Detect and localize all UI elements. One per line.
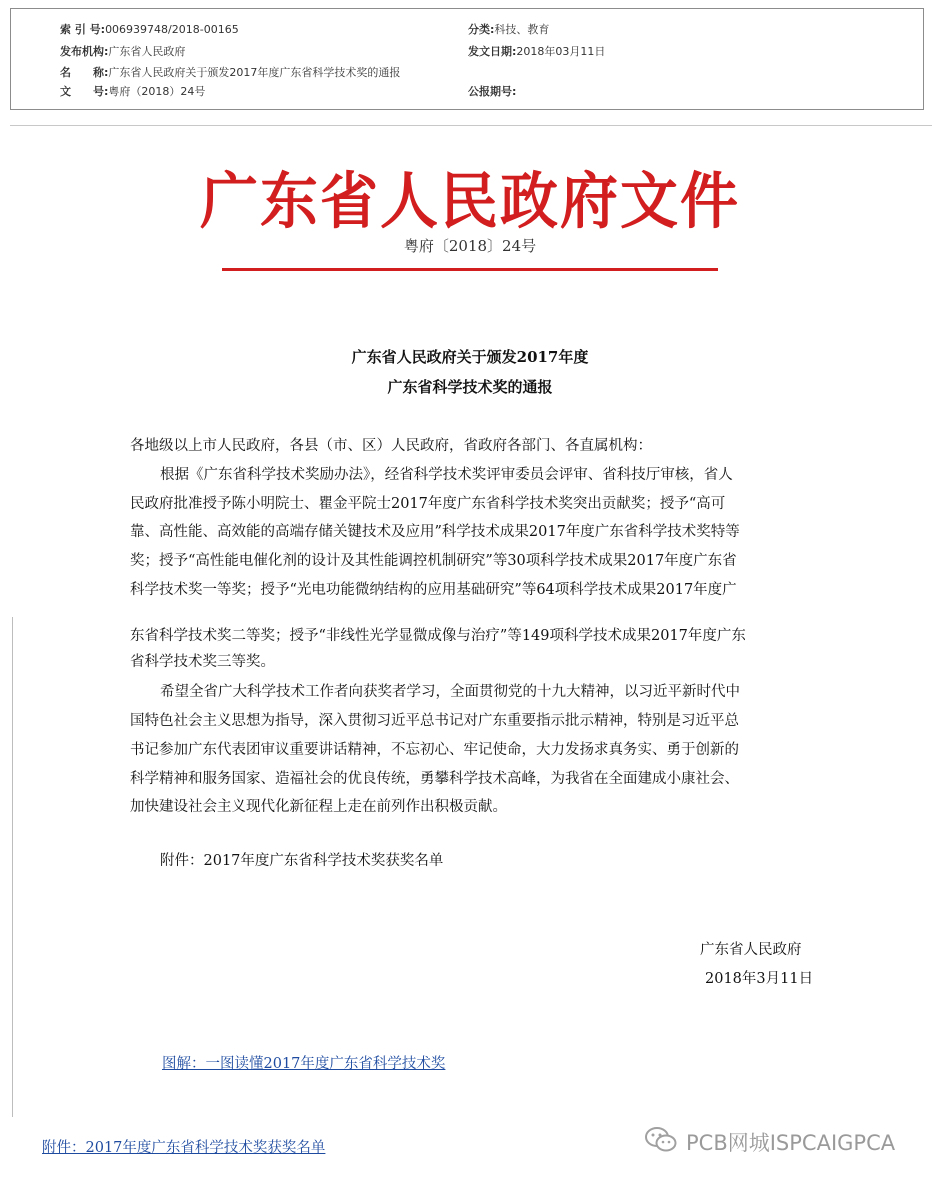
para1-line: 奖；授予“高性能电催化剂的设计及其性能调控机制研究”等30项科学技术成果2017年度广东省 (130, 553, 737, 569)
notice-title-line1: 广东省人民政府关于颁发2017年度 (351, 348, 589, 366)
meta-issuer-value: 广东省人民政府 (108, 45, 186, 58)
para1-line: 根据《广东省科学技术奖励办法》，经省科学技术奖评审委员会评审、省科技厅审核，省人 (160, 467, 733, 483)
meta-index-label: 索 引 号: (60, 23, 106, 36)
meta-docno-label: 文 号: (60, 85, 109, 98)
para2-line: 书记参加广东代表团审议重要讲话精神，不忘初心、牢记使命，大力发扬求真务实、勇于创新的 (130, 742, 739, 758)
para2-line: 科学精神和服务国家、造福社会的优良传统，勇攀科学技术高峰，为我省在全面建成小康社会、 (130, 771, 739, 787)
infographic-link[interactable]: 图解：一图读懂2017年度广东省科学技术奖 (162, 1056, 446, 1072)
meta-category-label: 分类: (468, 23, 495, 36)
meta-index (60, 23, 239, 37)
para2-line: 希望全省广大科学技术工作者向获奖者学习，全面贯彻党的十九大精神，以习近平新时代中 (160, 684, 740, 700)
meta-category (468, 23, 549, 37)
page-left-border (12, 617, 13, 1117)
meta-name-label: 名 称: (60, 66, 109, 79)
meta-category-value: 科技、教育 (494, 23, 550, 36)
document-number: 粤府〔2018〕24号 (403, 237, 537, 255)
meta-date (468, 45, 605, 59)
salutation: 各地级以上市人民政府，各县（市、区）人民政府，省政府各部门、各直属机构： (130, 438, 652, 454)
watermark-text: PCB网城ISPCAIGPCA (686, 1131, 896, 1155)
para1-line: 民政府批准授予陈小明院士、瞿金平院士2017年度广东省科学技术奖突出贡献奖；授予“高可 (130, 496, 726, 512)
meta-date-label: 发文日期: (468, 45, 517, 58)
meta-issuer (60, 45, 185, 59)
meta-gazette-label: 公报期号: (468, 85, 517, 98)
notice-title-line2: 广东省科学技术奖的通报 (387, 378, 553, 396)
para1-line: 靠、高性能、高效能的高端存储关键技术及应用”科学技术成果2017年度广东省科学技术奖特等 (130, 524, 740, 540)
meta-docno-value: 粤府（2018）24号 (108, 85, 206, 98)
meta-date-value: 2018年03月11日 (516, 45, 606, 58)
para1-line: 科学技术奖一等奖；授予“光电功能微纳结构的应用基础研究”等64项科学技术成果2017年度广 (130, 582, 737, 598)
government-document-title: 广东省人民政府文件 (199, 165, 740, 237)
para2-line: 国特色社会主义思想为指导，深入贯彻习近平总书记对广东重要指示批示精神，特别是习近平总 (130, 713, 739, 729)
para1-line: 东省科学技术奖二等奖；授予“非线性光学显微成像与治疗”等149项科学技术成果2017年度广东 (130, 628, 746, 644)
attachment-link[interactable]: 附件：2017年度广东省科学技术奖获奖名单 (42, 1140, 326, 1156)
meta-name-value: 广东省人民政府关于颁发2017年度广东省科学技术奖的通报 (108, 66, 401, 79)
header-divider (10, 125, 932, 126)
meta-name (60, 66, 400, 80)
signature: 广东省人民政府 (700, 942, 802, 958)
meta-index-value: 006939748/2018-00165 (105, 23, 239, 36)
sign-date: 2018年3月11日 (705, 971, 814, 987)
red-separator-line (222, 268, 718, 271)
wechat-icon (644, 1126, 686, 1159)
meta-issuer-label: 发布机构: (60, 45, 109, 58)
meta-docno (60, 85, 205, 99)
para2-line: 加快建设社会主义现代化新征程上走在前列作出积极贡献。 (130, 799, 507, 815)
meta-gazette (468, 85, 516, 99)
attachment-note: 附件：2017年度广东省科学技术奖获奖名单 (160, 853, 444, 869)
watermark (644, 1127, 895, 1157)
para1-line: 省科学技术奖三等奖。 (130, 654, 275, 670)
